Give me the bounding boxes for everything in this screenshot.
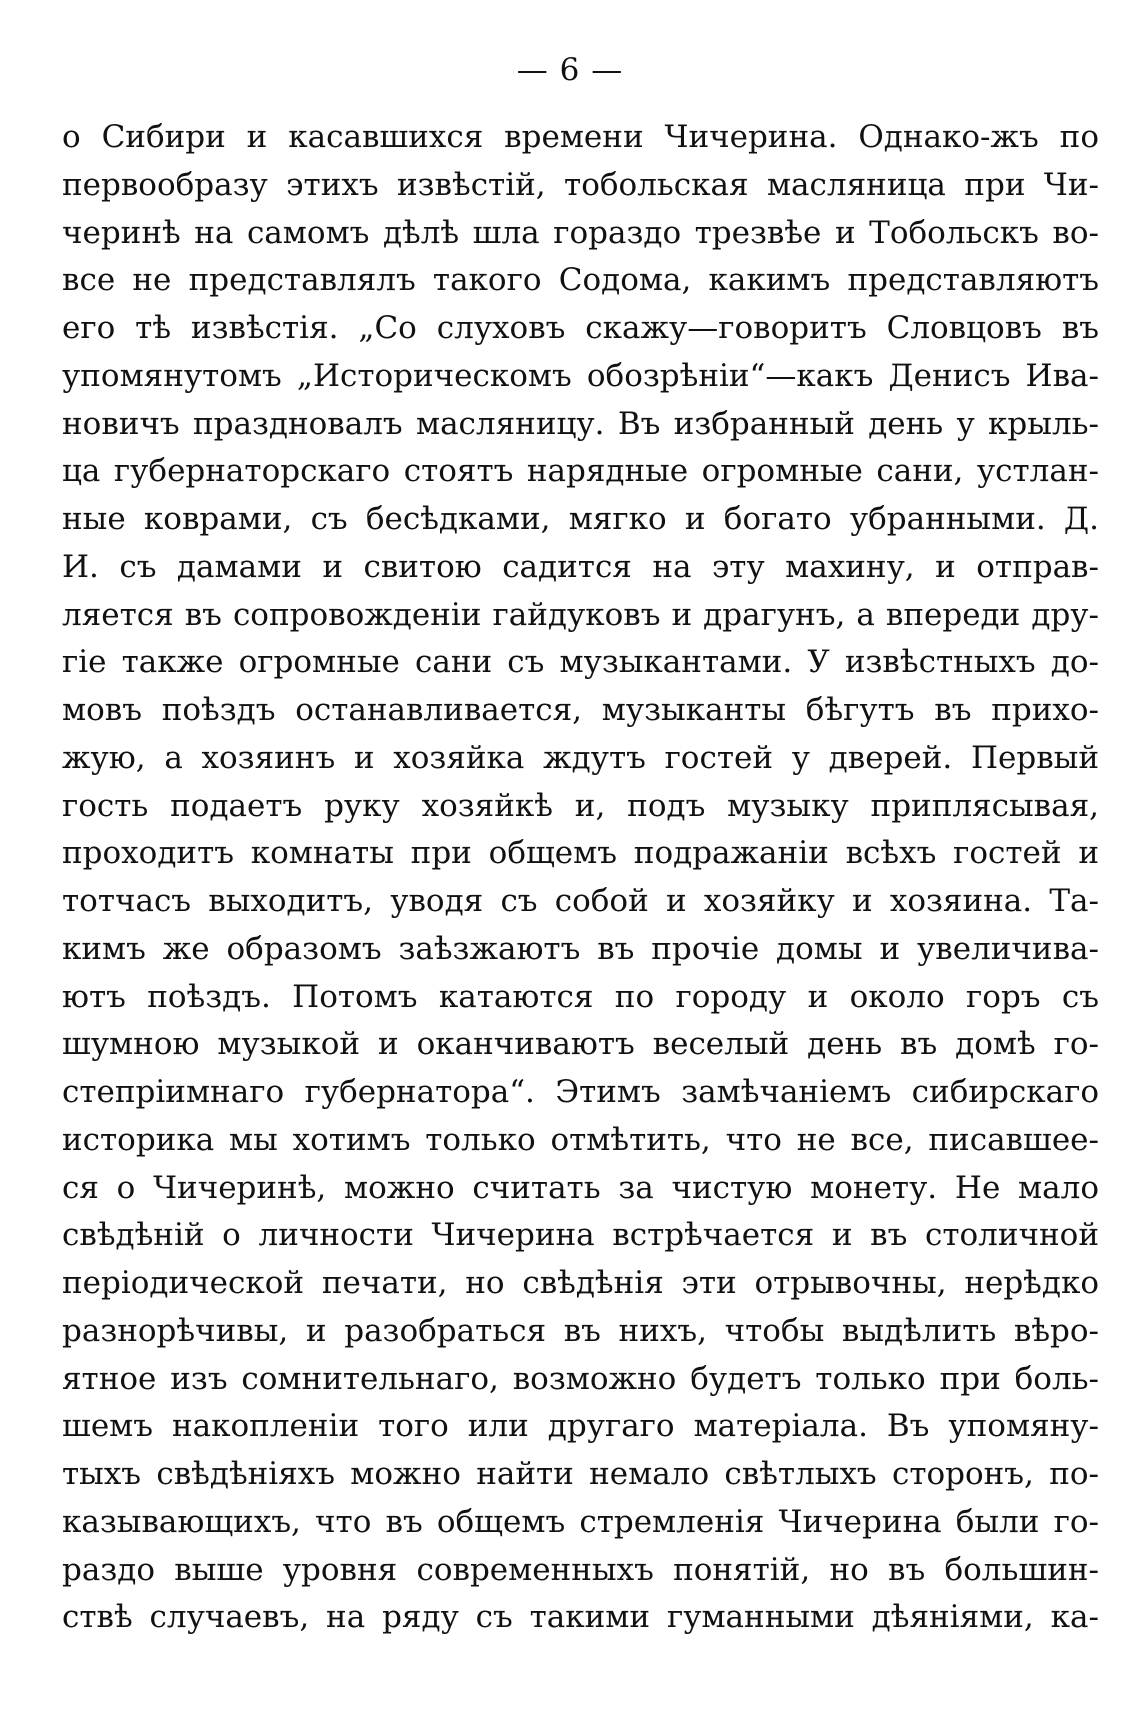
text-line: историка мы хотимъ только отмѣтить, что не все, писавшее- — [62, 1121, 1099, 1158]
text-line: тотчасъ выходитъ, уводя съ собой и хозяйку и хозяина. Та- — [62, 883, 1099, 919]
text-line: степріимнаго губернатора“. Этимъ замѣчаніемъ сибирскаго — [62, 1074, 1099, 1110]
text-line: гость подаетъ руку хозяйкѣ и, подъ музыку приплясывая, — [62, 787, 1099, 824]
text-line: шемъ накопленіи того или другаго матеріала. Въ упомяну- — [62, 1408, 1099, 1445]
text-line: о Сибири и касавшихся времени Чичерина. Однако-жъ по — [62, 119, 1099, 155]
text-line: все не представлялъ такого Содома, какимъ представляютъ — [62, 262, 1099, 299]
text-line: казывающихъ, что въ общемъ стремленія Чичерина были го- — [62, 1503, 1099, 1540]
text-line: разнорѣчивы, и разобраться въ нихъ, чтобы выдѣлить вѣро- — [62, 1312, 1099, 1349]
text-line: черинѣ на самомъ дѣлѣ шла гораздо трезвѣе и Тобольскъ во- — [62, 214, 1099, 251]
text-line: тыхъ свѣдѣніяхъ можно найти немало свѣтлыхъ сторонъ, по- — [62, 1456, 1099, 1492]
body-text — [62, 114, 1099, 1642]
text-line: мовъ поѣздъ останавливается, музыканты бѣгутъ въ прихо- — [62, 692, 1099, 728]
text-line: ся о Чичеринѣ, можно считать за чистую монету. Не мало — [62, 1169, 1099, 1206]
text-line: гіе также огромные сани съ музыкантами. У извѣстныхъ до- — [62, 644, 1099, 681]
text-line: ные коврами, съ бесѣдками, мягко и богато убранными. Д. — [62, 501, 1099, 537]
text-line: періодической печати, но свѣдѣнія эти отрывочны, нерѣдко — [62, 1265, 1099, 1301]
text-line: кимъ же образомъ заѣзжаютъ въ прочіе домы и увеличива- — [62, 930, 1099, 967]
text-line: первообразу этихъ извѣстій, тобольская масляница при Чи- — [62, 166, 1099, 203]
text-line: его тѣ извѣстія. „Со слуховъ скажу—говоритъ Словцовъ въ — [62, 310, 1099, 346]
text-line: И. съ дамами и свитою садится на эту махину, и отправ- — [62, 548, 1099, 585]
text-line: шумною музыкой и оканчиваютъ веселый день въ домѣ го- — [62, 1026, 1099, 1063]
text-line: ятное изъ сомнительнаго, возможно будетъ только при боль- — [62, 1360, 1099, 1397]
text-line: проходитъ комнаты при общемъ подражаніи всѣхъ гостей и — [62, 835, 1099, 872]
text-line: упомянутомъ „Историческомъ обозрѣніи“—какъ Денисъ Ива- — [62, 357, 1099, 394]
text-line: ютъ поѣздъ. Потомъ катаются по городу и около горъ съ — [62, 978, 1099, 1015]
page-number: — 6 — — [516, 52, 624, 88]
text-line: ляется въ сопровожденіи гайдуковъ и драгунъ, а впереди дру- — [62, 596, 1099, 633]
text-line: жую, а хозяинъ и хозяйка ждутъ гостей у дверей. Первый — [62, 739, 1099, 776]
text-line: свѣдѣній о личности Чичерина встрѣчается и въ столичной — [62, 1217, 1099, 1254]
text-line: новичъ праздновалъ масляницу. Въ избранный день у крыль- — [62, 405, 1099, 442]
text-line: раздо выше уровня современныхъ понятій, но въ большин- — [62, 1551, 1099, 1588]
text-line: ца губернаторскаго стоятъ нарядные огромные сани, устлан- — [62, 453, 1099, 490]
text-line: ствѣ случаевъ, на ряду съ такими гуманными дѣяніями, ка- — [62, 1599, 1099, 1636]
